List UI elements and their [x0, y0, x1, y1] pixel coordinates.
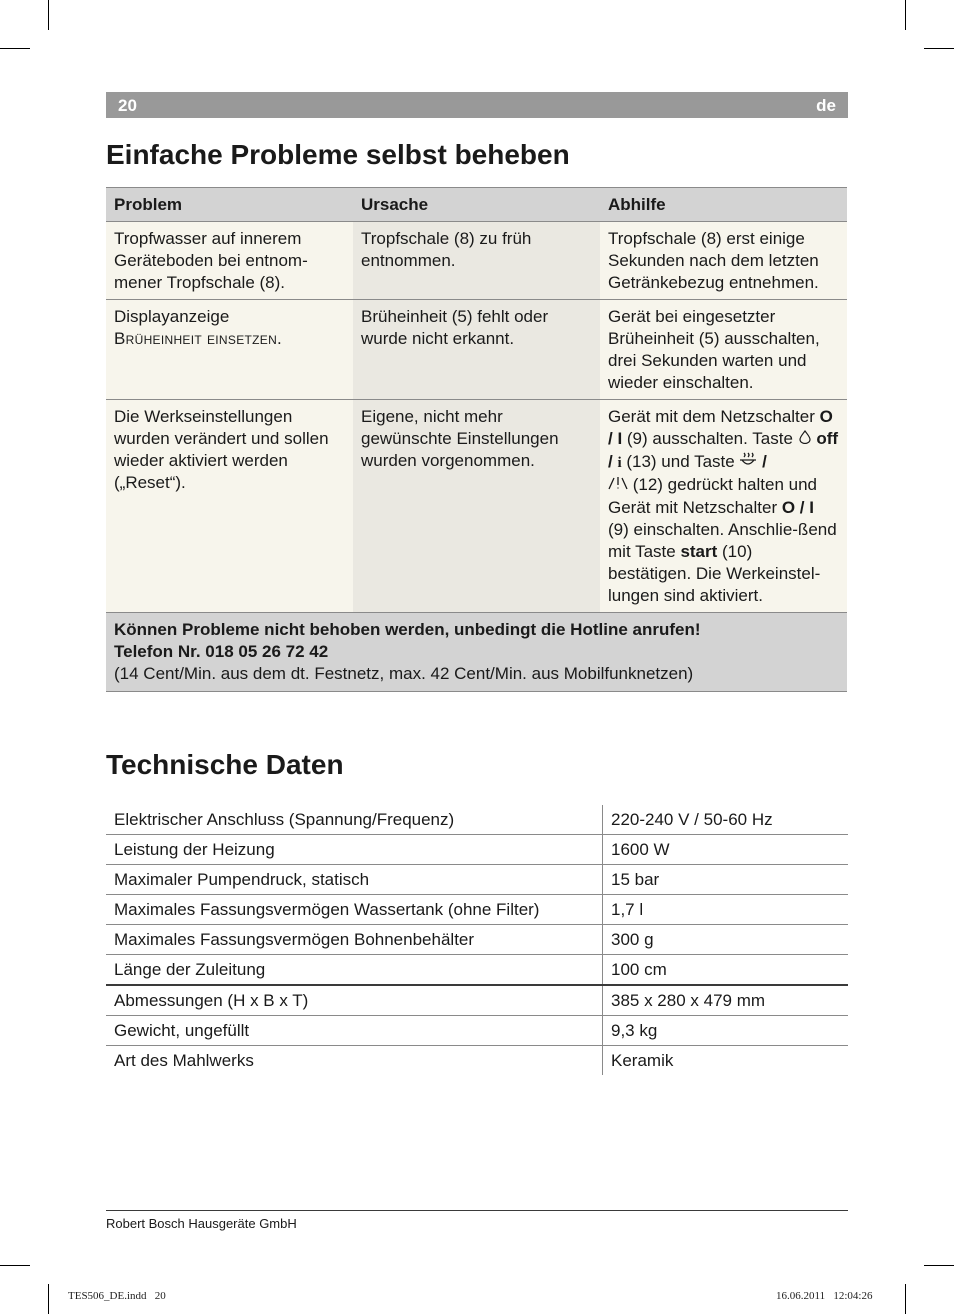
table-row — [106, 835, 848, 865]
spec-value: 220-240 V / 50-60 Hz — [611, 809, 773, 829]
page-number: 20 — [118, 96, 137, 115]
cause-cell: Brüheinheit (5) fehlt oder wurde nicht erkannt. — [353, 300, 600, 400]
spec-label: Abmessungen (H x B x T) — [106, 985, 603, 1016]
table-row — [106, 925, 848, 955]
language-code: de — [816, 96, 836, 115]
table-row — [106, 985, 848, 1016]
table-header-row — [106, 188, 847, 222]
hotline-cell — [106, 613, 847, 692]
page-header-bar — [106, 92, 848, 118]
clean-icon — [608, 475, 628, 497]
footer-company: Robert Bosch Hausgeräte GmbH — [106, 1216, 297, 1231]
hotline-cost-note: (14 Cent/Min. aus dem dt. Festnetz, max. 42 Cent/Min. aus Mobilfunknetzen) — [114, 664, 694, 683]
power-switch-label: O / I — [608, 407, 833, 448]
crop-mark — [924, 1265, 954, 1266]
technical-data-title: Technische Daten — [106, 749, 344, 780]
table-row — [106, 955, 848, 986]
table-row — [106, 300, 847, 400]
table-row — [106, 400, 847, 613]
crop-mark — [0, 1265, 30, 1266]
spec-label: Art des Mahlwerks — [106, 1046, 603, 1076]
table-row — [106, 1046, 848, 1076]
troubleshooting-table — [106, 187, 847, 692]
steam-icon — [739, 452, 757, 474]
slug-filename: TES506_DE.indd 20 — [68, 1290, 166, 1302]
cause-cell: Eigene, nicht mehr gewünschte Einstellungen wurden vorgenommen. — [353, 400, 600, 613]
spec-label: Leistung der Heizung — [106, 835, 603, 865]
spec-value: 300 g — [611, 929, 654, 949]
spec-label: Maximaler Pumpendruck, statisch — [106, 865, 603, 895]
spec-label: Gewicht, ungefüllt — [106, 1016, 603, 1046]
problem-prefix: Displayanzeige — [114, 307, 230, 326]
cause-cell: Tropfschale (8) zu früh entnommen. — [353, 222, 600, 300]
column-header-remedy: Abhilfe — [600, 188, 847, 222]
spec-label: Maximales Fassungsvermögen Bohnenbehälter — [106, 925, 603, 955]
column-header-problem: Problem — [106, 188, 353, 222]
hotline-heading: Können Probleme nicht behoben werden, unbedingt die Hotline anrufen! — [114, 620, 701, 639]
power-switch-label: O / I — [781, 498, 814, 517]
problem-cell — [106, 300, 353, 400]
remedy-cell: Gerät mit dem Netzschalter O / I (9) ausschalten. Taste off / i (13) und Taste / (12) gedrückt halten und Gerät mit Netzschalter O / I (9) einschalten. Anschlie-ßend mit Taste start (10) bestätigen. Die Werkeinstel-lungen sind aktiviert. — [600, 400, 847, 613]
start-key-label: start — [680, 542, 718, 561]
spec-label: Länge der Zuleitung — [106, 955, 603, 986]
crop-mark — [0, 48, 30, 49]
spec-value: 100 cm — [611, 959, 667, 979]
spec-value: 15 bar — [611, 869, 660, 889]
column-header-cause: Ursache — [353, 188, 600, 222]
crop-mark — [924, 48, 954, 49]
remedy-cell: Gerät bei eingesetzter Brüheinheit (5) ausschalten, drei Sekunden warten und wieder einschalten. — [600, 300, 847, 400]
spec-label: Elektrischer Anschluss (Spannung/Frequenz) — [106, 805, 603, 835]
table-row — [106, 895, 848, 925]
info-icon: i — [617, 455, 622, 471]
troubleshooting-title: Einfache Probleme selbst beheben — [106, 139, 570, 170]
spec-value: 1,7 l — [611, 899, 644, 919]
table-row — [106, 805, 848, 835]
footer-divider — [106, 1210, 848, 1211]
technical-data-table — [106, 805, 848, 1075]
display-message: Brüheinheit einsetzen. — [114, 329, 283, 348]
crop-mark — [905, 0, 906, 30]
slug-datetime: 16.06.2011 12:04:26 — [776, 1290, 873, 1302]
crop-mark — [905, 1284, 906, 1314]
remedy-cell: Tropfschale (8) erst einige Sekunden nach dem letzten Getränkebezug entnehmen. — [600, 222, 847, 300]
problem-cell: Tropfwasser auf innerem Geräteboden bei entnom-mener Tropfschale (8). — [106, 222, 353, 300]
problem-cell: Die Werkseinstellungen wurden verändert und sollen wieder aktiviert werden („Reset“). — [106, 400, 353, 613]
hotline-row — [106, 613, 847, 692]
table-row — [106, 222, 847, 300]
spec-value: Keramik — [611, 1050, 674, 1070]
table-row — [106, 865, 848, 895]
hotline-phone: Telefon Nr. 018 05 26 72 42 — [114, 642, 329, 661]
drop-icon — [798, 429, 812, 451]
crop-mark — [48, 0, 49, 30]
crop-mark — [48, 1284, 49, 1314]
spec-value: 1600 W — [611, 839, 670, 859]
table-row — [106, 1016, 848, 1046]
spec-label: Maximales Fassungsvermögen Wassertank (ohne Filter) — [106, 895, 603, 925]
spec-value: 385 x 280 x 479 mm — [611, 990, 766, 1010]
spec-value: 9,3 kg — [611, 1020, 658, 1040]
